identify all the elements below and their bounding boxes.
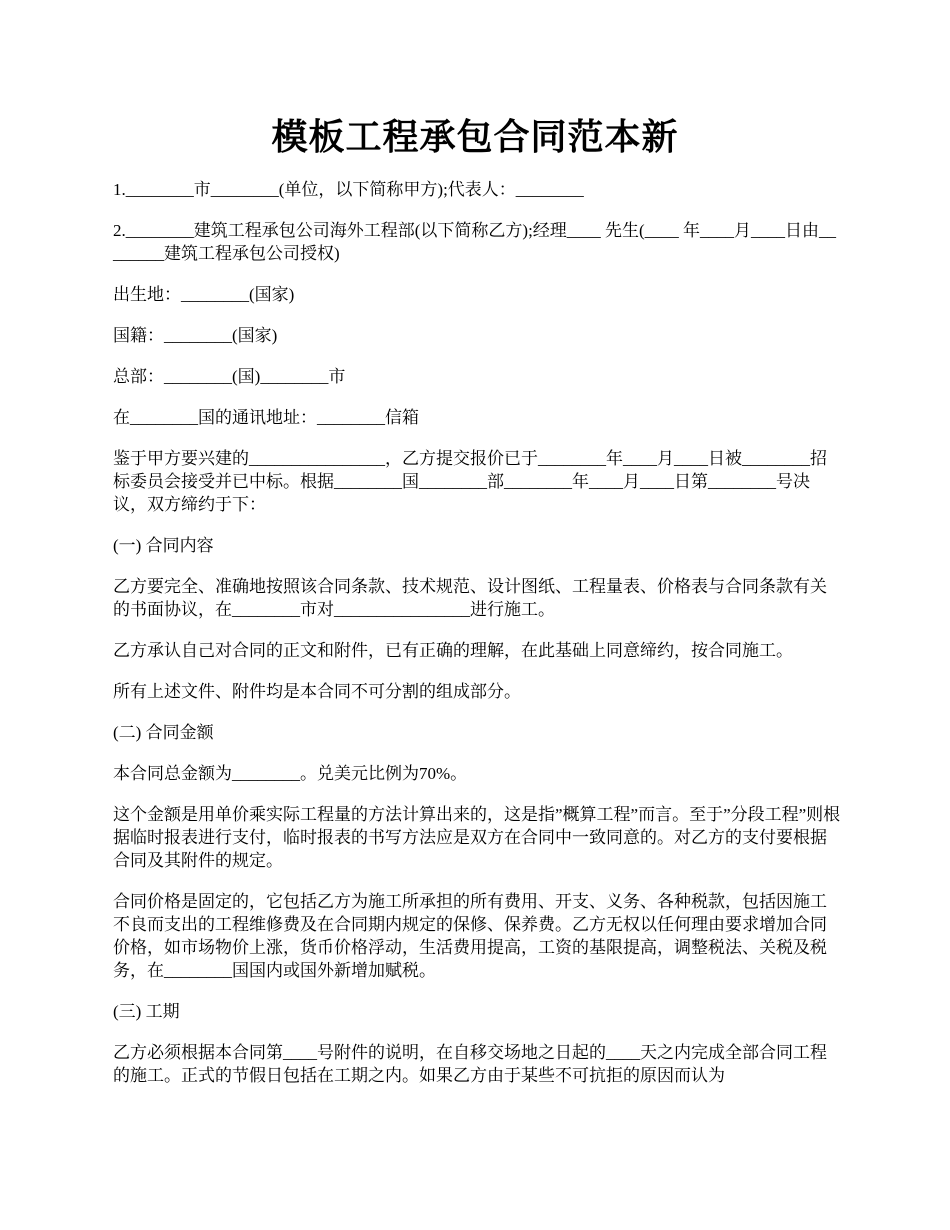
document-title: 模板工程承包合同范本新 — [271, 117, 679, 157]
address-line: 在________国的通讯地址：________信箱 — [113, 408, 419, 427]
birthplace-line: 出生地：________(国家) — [113, 285, 295, 304]
contract-amount-paragraph-2: 这个金额是用单价乘实际工程量的方法计算出来的，这是指”概算工程”而言。至于”分段工程”则根据临时报表进行支付，临时报表的书写方法应是双方在合同中一致同意的。对乙方的支付要根据合同及其附件的规定。 — [113, 805, 841, 870]
contract-amount-paragraph-3: 合同价格是固定的，它包括乙方为施工所承担的所有费用、开支、义务、各种税款，包括因施工不良而支出的工程维修费及在合同期内规定的保修、保养费。乙方无权以任何理由要求增加合同价格，如市场物价上涨，货币价格浮动，生活费用提高，工资的基限提高，调整税法、关税及税务，在________国国内或国外新增加赋税。 — [113, 892, 827, 980]
contract-content-paragraph-2: 乙方承认自己对合同的正文和附件，已有正确的理解，在此基础上同意缔约，按合同施工。 — [113, 641, 793, 660]
section-heading-contract-amount: (二) 合同金额 — [113, 723, 214, 742]
document-body — [113, 178, 843, 1105]
contract-content-paragraph-3: 所有上述文件、附件均是本合同不可分割的组成部分。 — [113, 682, 521, 701]
schedule-paragraph-1: 乙方必须根据本合同第____号附件的说明，在自移交场地之日起的____天之内完成全部合同工程的施工。正式的节假日包括在工期之内。如果乙方由于某些不可抗拒的原因而认为 — [113, 1043, 827, 1085]
preamble-paragraph: 鉴于甲方要兴建的________________，乙方提交报价已于________年____月____日被________招标委员会接受并已中标。根据________国________部________年____月____日第________号决议，双方缔约于下： — [113, 449, 827, 514]
party-b-line: 2.________建筑工程承包公司海外工程部(以下简称乙方);经理____ 先生(____ 年____月____日由________建筑工程承包公司授权) — [113, 221, 836, 263]
contract-content-paragraph-1: 乙方要完全、准确地按照该合同条款、技术规范、设计图纸、工程量表、价格表与合同条款有关的书面协议，在________市对________________进行施工。 — [113, 577, 827, 619]
nationality-line: 国籍：________(国家) — [113, 326, 278, 345]
contract-amount-paragraph-1: 本合同总金额为________。兑美元比例为70%。 — [113, 764, 468, 783]
section-heading-contract-content: (一) 合同内容 — [113, 536, 214, 555]
party-a-line: 1.________市________(单位，以下简称甲方);代表人：________ — [113, 180, 584, 199]
section-heading-schedule: (三) 工期 — [113, 1002, 180, 1021]
headquarters-line: 总部：________(国)________市 — [113, 367, 346, 386]
